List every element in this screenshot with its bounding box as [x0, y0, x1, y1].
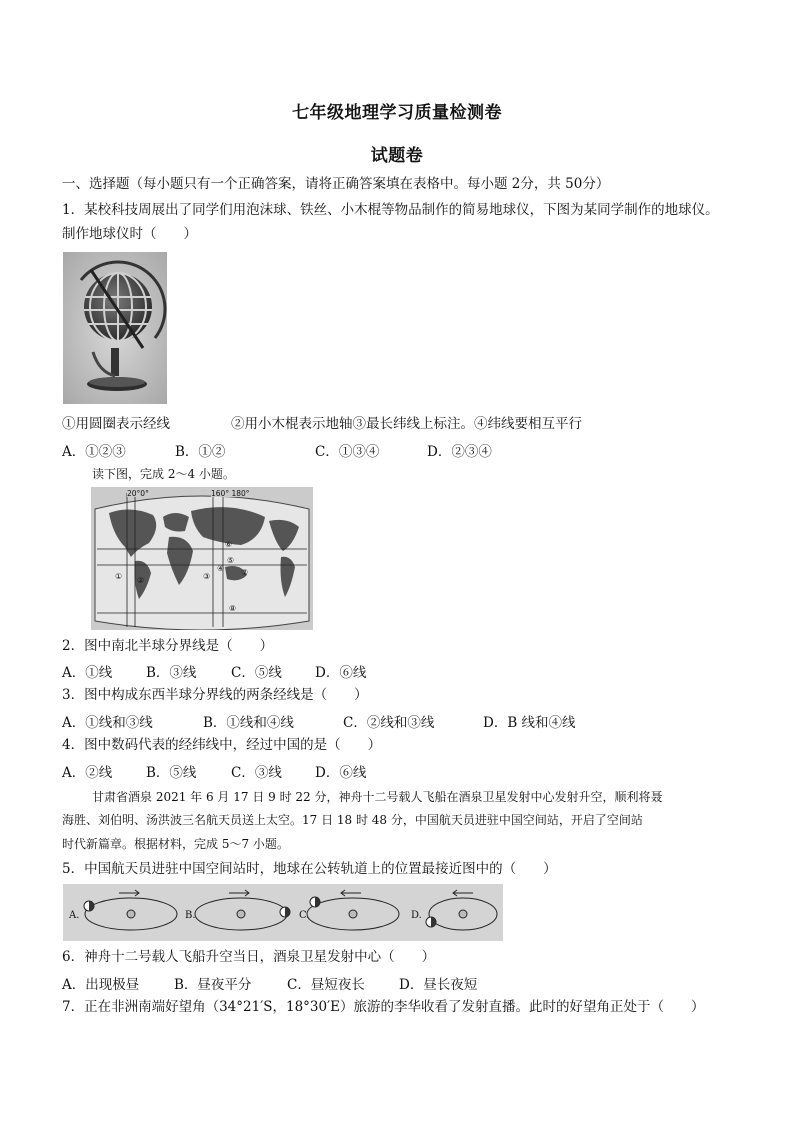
q3-option-c: C．②线和③线 — [343, 715, 435, 731]
q3-option-b: B．①线和④线 — [203, 715, 294, 731]
q3-stem: 3．图中构成东西半球分界线的两条经线是（ ） — [62, 687, 368, 703]
map-label-left: 20°0° — [127, 489, 149, 498]
map-mark-2: ② — [137, 576, 145, 585]
q3-option-d: D．B 线和④线 — [483, 715, 576, 731]
section-heading: 一、选择题（每小题只有一个正确答案，请将正确答案填在表格中。每小题 2分，共 50分） — [62, 176, 610, 192]
q4-stem: 4．图中数码代表的经纬线中，经过中国的是（ ） — [62, 737, 382, 753]
q2-stem: 2．图中南北半球分界线是（ ） — [62, 638, 274, 654]
orbit-diagram — [63, 884, 503, 941]
q2-option-c: C．⑤线 — [231, 665, 282, 681]
q4-option-c: C．③线 — [231, 765, 282, 781]
page-subtitle: 试题卷 — [370, 146, 424, 166]
map-mark-1: ① — [115, 572, 123, 581]
q1-statements-b: ②用小木棍表示地轴③最长纬线上标注。④纬线要相互平行 — [231, 416, 582, 432]
orbit-label-d: D. — [411, 910, 422, 921]
orbit-label-a: A. — [69, 910, 80, 921]
passage-line2: 海胜、刘伯明、汤洪波三名航天员送上太空。17 日 18 时 48 分，中国航天员进驻中国空间站，开启了空间站 — [62, 813, 643, 827]
q4-option-b: B．⑤线 — [146, 765, 197, 781]
q6-option-a: A．出现极昼 — [62, 977, 140, 993]
q4-option-a: A．②线 — [62, 765, 113, 781]
map-label-right: 160° 180° — [211, 489, 250, 498]
q1-stem-line1: 1．某校科技周展出了同学们用泡沫球、铁丝、小木棍等物品制作的简易地球仪，下图为某同学制作的地球仪。 — [62, 202, 719, 218]
q6-option-b: B．昼夜平分 — [174, 977, 252, 993]
q5-stem: 5．中国航天员进驻中国空间站时，地球在公转轨道上的位置最接近图中的（ ） — [62, 861, 557, 877]
q1-stem-line2: 制作地球仪时（ ） — [62, 226, 197, 242]
map-mark-5: ⑤ — [227, 556, 235, 565]
map-mark-6: ⑥ — [225, 540, 233, 549]
q1-option-c: C．①③④ — [315, 444, 380, 460]
q6-option-d: D．昼长夜短 — [399, 977, 478, 993]
q1-statements-a: ①用圆圈表示经线 — [62, 416, 170, 432]
q4-option-d: D．⑥线 — [315, 765, 367, 781]
orbit-label-b: B. — [185, 910, 196, 921]
passage-line1: 甘肃省酒泉 2021 年 6 月 17 日 9 时 22 分，神舟十二号载人飞船在酒泉卫星发射中心发射升空，顺利将聂 — [92, 790, 663, 804]
q3-option-a: A．①线和③线 — [62, 715, 153, 731]
q1-option-d: D．②③④ — [427, 444, 492, 460]
map-mark-3: ③ — [203, 572, 211, 581]
q2-option-b: B．③线 — [146, 665, 197, 681]
q1-option-a: A．①②③ — [62, 444, 126, 460]
map-mark-7: ⑦ — [241, 568, 249, 577]
q1-option-b: B．①② — [175, 444, 226, 460]
q2-option-a: A．①线 — [62, 665, 113, 681]
q6-option-c: C．昼短夜长 — [287, 977, 365, 993]
world-map-figure — [91, 487, 313, 630]
orbit-label-c: C. — [299, 910, 310, 921]
map-mark-8: ⑧ — [229, 604, 237, 613]
page-title: 七年级地理学习质量检测卷 — [292, 103, 502, 123]
map-mark-4: ④ — [217, 564, 225, 573]
intro-2-4: 读下图，完成 2～4 小题。 — [92, 467, 235, 481]
q2-option-d: D．⑥线 — [315, 665, 367, 681]
globe-photo — [63, 252, 167, 404]
passage-line3: 时代新篇章。根据材料，完成 5～7 小题。 — [62, 837, 289, 851]
q6-stem: 6．神舟十二号载人飞船升空当日，酒泉卫星发射中心（ ） — [62, 949, 436, 965]
q7-stem: 7．正在非洲南端好望角（34°21′S，18°30′E）旅游的李华收看了发射直播。此时的好望角正处于（ ） — [62, 999, 705, 1015]
